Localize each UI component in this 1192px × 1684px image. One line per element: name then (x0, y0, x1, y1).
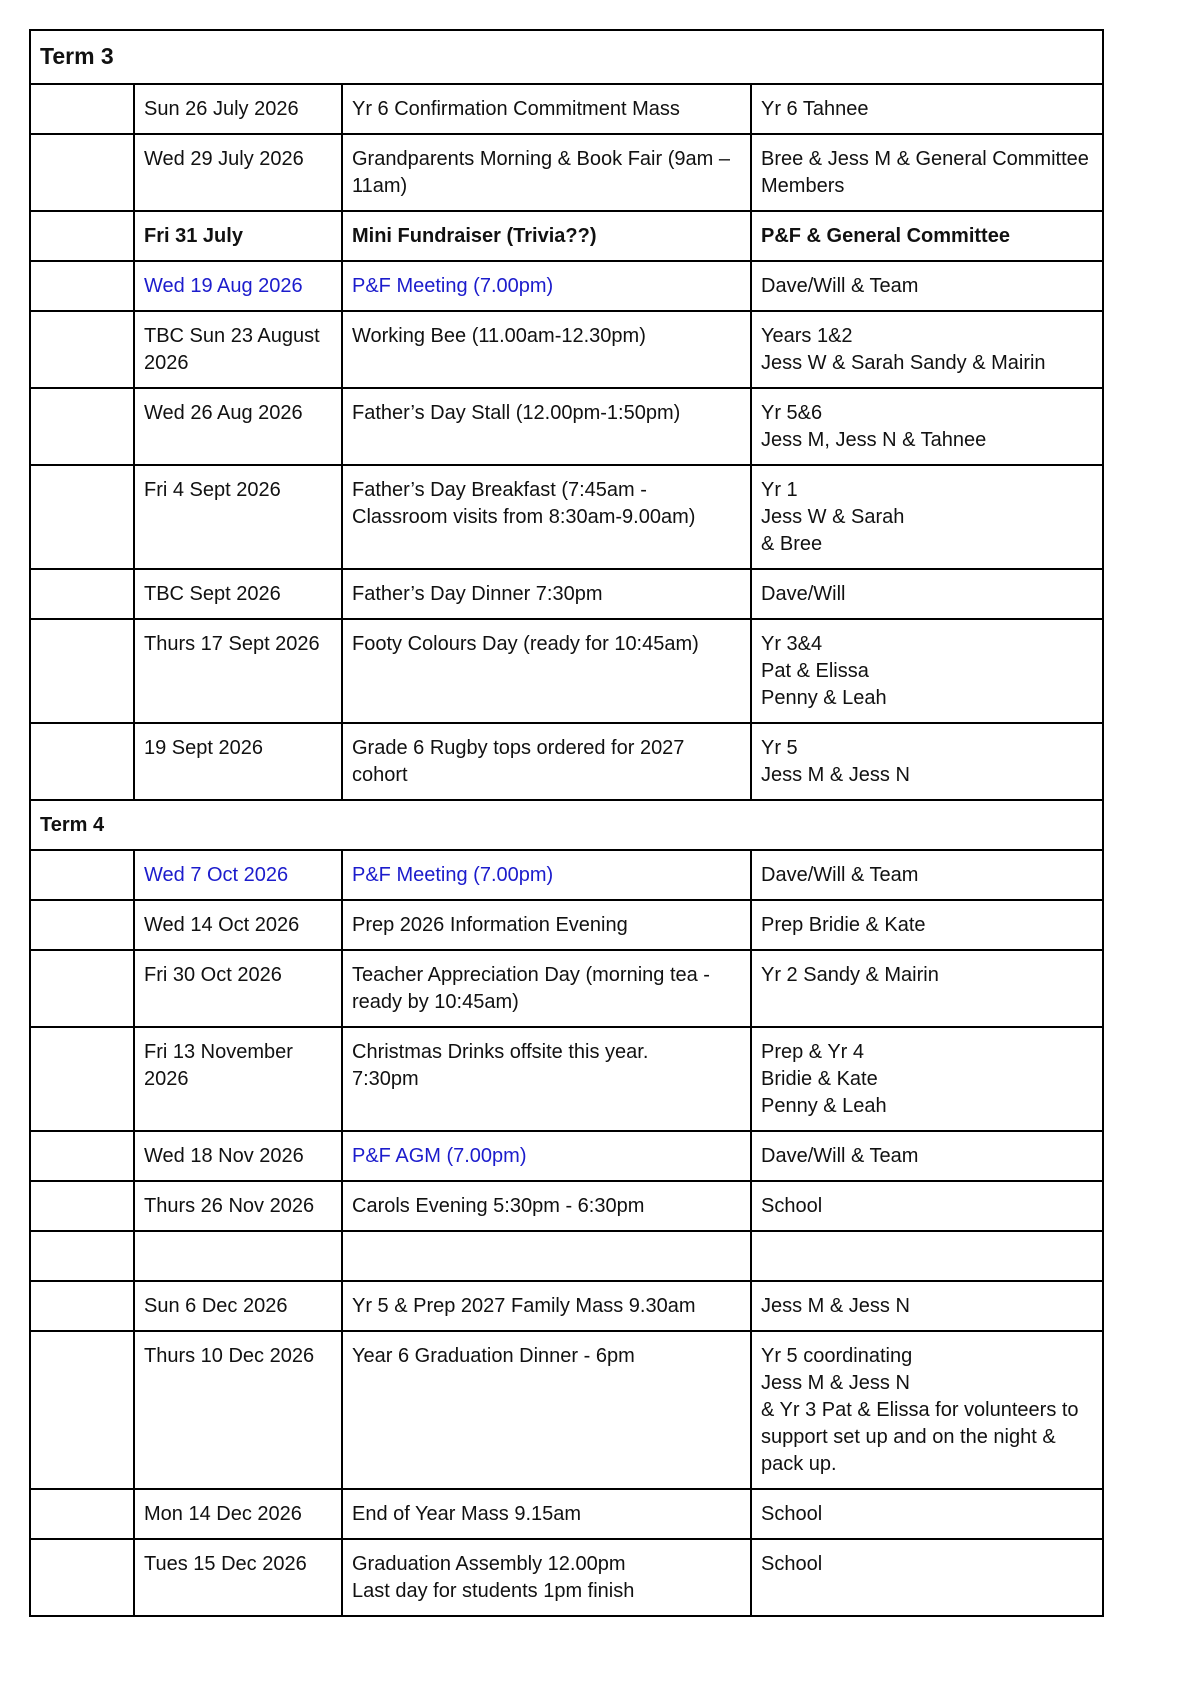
term-heading: Term 3 (30, 30, 1103, 84)
cell-text-line: Yr 5 coordinating (761, 1345, 913, 1367)
responsible-cell (751, 1539, 1103, 1616)
cell-text-line: Classroom visits from 8:30am-9.00am) (352, 506, 696, 528)
spacer-cell (30, 850, 134, 900)
event-cell (342, 850, 751, 900)
cell-text-line: Thurs 17 Sept 2026 (144, 633, 320, 655)
cell-text-line: Yr 3&4 (761, 633, 823, 655)
event-cell (342, 1331, 751, 1489)
spacer-cell (30, 900, 134, 950)
spacer-cell (30, 1331, 134, 1489)
cell-text-line: Wed 7 Oct 2026 (144, 864, 289, 886)
cell-text-line: Grandparents Morning & Book Fair (9am – (352, 148, 730, 170)
responsible-cell (751, 619, 1103, 723)
cell-text-line: End of Year Mass 9.15am (352, 1503, 582, 1525)
table-row (30, 465, 1103, 569)
date-cell (134, 850, 342, 900)
cell-text-line: Fri 31 July (144, 225, 243, 247)
event-cell (342, 211, 751, 261)
date-cell (134, 900, 342, 950)
spacer-cell (30, 1181, 134, 1231)
responsible-cell (751, 134, 1103, 211)
cell-text-line: Dave/Will & Team (761, 275, 919, 297)
cell-text-line: Fri 30 Oct 2026 (144, 964, 282, 986)
spacer-cell (30, 1281, 134, 1331)
date-cell (134, 465, 342, 569)
cell-text-line: Bridie & Kate (761, 1068, 878, 1090)
event-cell (342, 619, 751, 723)
date-cell (134, 1331, 342, 1489)
responsible-cell (751, 723, 1103, 800)
date-cell (134, 1181, 342, 1231)
responsible-cell (751, 850, 1103, 900)
cell-text-line: School (761, 1553, 823, 1575)
cell-text-line: Mini Fundraiser (Trivia??) (352, 225, 597, 247)
table-row (30, 211, 1103, 261)
responsible-cell (751, 211, 1103, 261)
cell-text-line: Working Bee (11.00am-12.30pm) (352, 325, 646, 347)
cell-text-line: P&F Meeting (7.00pm) (352, 864, 554, 886)
cell-text-line: Yr 1 (761, 479, 798, 501)
spacer-cell (30, 1539, 134, 1616)
cell-text-line: Carols Evening 5:30pm - 6:30pm (352, 1195, 645, 1217)
spacer-cell (30, 134, 134, 211)
event-cell (342, 1489, 751, 1539)
date-cell (134, 1027, 342, 1131)
table-row (30, 388, 1103, 465)
table-row (30, 261, 1103, 311)
term-header-row (30, 800, 1103, 850)
cell-text-line: 2026 (144, 1068, 189, 1090)
cell-text-line: Father’s Day Stall (12.00pm-1:50pm) (352, 402, 681, 424)
responsible-cell (751, 1131, 1103, 1181)
table-row (30, 1331, 1103, 1489)
spacer-cell (30, 1489, 134, 1539)
cell-text-line: Last day for students 1pm finish (352, 1580, 635, 1602)
cell-text-line: Years 1&2 (761, 325, 853, 347)
date-cell (134, 84, 342, 134)
table-row (30, 569, 1103, 619)
event-cell (342, 900, 751, 950)
cell-text-line: Fri 13 November (144, 1041, 293, 1063)
date-cell (134, 950, 342, 1027)
event-cell (342, 465, 751, 569)
term-header-row (30, 30, 1103, 84)
cell-text-line: Penny & Leah (761, 1095, 887, 1117)
table-row (30, 1231, 1103, 1281)
cell-text-line: Prep Bridie & Kate (761, 914, 926, 936)
cell-text-line: Sun 6 Dec 2026 (144, 1295, 288, 1317)
table-row (30, 1131, 1103, 1181)
date-cell (134, 723, 342, 800)
table-row (30, 619, 1103, 723)
cell-text-line: Bree & Jess M & General Committee (761, 148, 1089, 170)
date-cell (134, 1281, 342, 1331)
spacer-cell (30, 261, 134, 311)
spacer-cell (30, 211, 134, 261)
cell-text-line: Wed 29 July 2026 (144, 148, 304, 170)
event-cell (342, 134, 751, 211)
cell-text-line: Wed 19 Aug 2026 (144, 275, 303, 297)
event-cell (342, 950, 751, 1027)
cell-text-line: Dave/Will (761, 583, 846, 605)
responsible-cell (751, 1331, 1103, 1489)
table-row (30, 1027, 1103, 1131)
cell-text-line: Christmas Drinks offsite this year. (352, 1041, 649, 1063)
date-cell (134, 1231, 342, 1281)
cell-text-line: Father’s Day Breakfast (7:45am - (352, 479, 647, 501)
cell-text-line: Yr 2 Sandy & Mairin (761, 964, 939, 986)
spacer-cell (30, 465, 134, 569)
event-cell (342, 1231, 751, 1281)
cell-text-line: Yr 5&6 (761, 402, 823, 424)
responsible-cell (751, 311, 1103, 388)
cell-text-line: Pat & Elissa (761, 660, 869, 682)
table-row (30, 723, 1103, 800)
responsible-cell (751, 388, 1103, 465)
cell-text-line: Jess M & Jess N (761, 1372, 910, 1394)
table-row (30, 134, 1103, 211)
date-cell (134, 1131, 342, 1181)
cell-text-line: Yr 6 Tahnee (761, 98, 869, 120)
cell-text-line: ready by 10:45am) (352, 991, 519, 1013)
cell-text-line: support set up and on the night & (761, 1426, 1056, 1448)
schedule-body (30, 30, 1103, 1616)
responsible-cell (751, 1027, 1103, 1131)
event-cell (342, 388, 751, 465)
cell-text-line: 2026 (144, 352, 189, 374)
cell-text-line: Fri 4 Sept 2026 (144, 479, 281, 501)
responsible-cell (751, 84, 1103, 134)
cell-text-line: Year 6 Graduation Dinner - 6pm (352, 1345, 635, 1367)
cell-text-line: Sun 26 July 2026 (144, 98, 299, 120)
responsible-cell (751, 1181, 1103, 1231)
cell-text-line: P&F & General Committee (761, 225, 1010, 247)
spacer-cell (30, 1131, 134, 1181)
responsible-cell (751, 1281, 1103, 1331)
cell-text-line: Graduation Assembly 12.00pm (352, 1553, 626, 1575)
date-cell (134, 388, 342, 465)
table-row (30, 1281, 1103, 1331)
spacer-cell (30, 619, 134, 723)
cell-text-line: Yr 5 & Prep 2027 Family Mass 9.30am (352, 1295, 696, 1317)
cell-text-line: Wed 14 Oct 2026 (144, 914, 300, 936)
event-cell (342, 1539, 751, 1616)
spacer-cell (30, 1027, 134, 1131)
event-cell (342, 569, 751, 619)
cell-text-line: Members (761, 175, 845, 197)
cell-text-line: Footy Colours Day (ready for 10:45am) (352, 633, 699, 655)
cell-text-line: School (761, 1503, 823, 1525)
cell-text-line: Teacher Appreciation Day (morning tea - (352, 964, 710, 986)
spacer-cell (30, 950, 134, 1027)
cell-text-line: P&F AGM (7.00pm) (352, 1145, 527, 1167)
event-cell (342, 723, 751, 800)
responsible-cell (751, 950, 1103, 1027)
event-cell (342, 1027, 751, 1131)
table-row (30, 311, 1103, 388)
cell-text-line: Wed 18 Nov 2026 (144, 1145, 304, 1167)
cell-text-line: Grade 6 Rugby tops ordered for 2027 (352, 737, 685, 759)
cell-text-line: Thurs 26 Nov 2026 (144, 1195, 315, 1217)
spacer-cell (30, 311, 134, 388)
event-cell (342, 84, 751, 134)
event-cell (342, 311, 751, 388)
cell-text-line: Jess M & Jess N (761, 1295, 910, 1317)
spacer-cell (30, 723, 134, 800)
cell-text-line: Jess M, Jess N & Tahnee (761, 429, 987, 451)
event-cell (342, 1281, 751, 1331)
cell-text-line: Prep 2026 Information Evening (352, 914, 628, 936)
cell-text-line: Jess W & Sarah Sandy & Mairin (761, 352, 1046, 374)
cell-text-line: Dave/Will & Team (761, 864, 919, 886)
date-cell (134, 1539, 342, 1616)
cell-text-line: Tues 15 Dec 2026 (144, 1553, 307, 1575)
date-cell (134, 1489, 342, 1539)
cell-text-line: Jess W & Sarah (761, 506, 905, 528)
cell-text-line: Wed 26 Aug 2026 (144, 402, 303, 424)
cell-text-line: Mon 14 Dec 2026 (144, 1503, 302, 1525)
event-cell (342, 1131, 751, 1181)
cell-text-line: 7:30pm (352, 1068, 419, 1090)
event-cell (342, 261, 751, 311)
cell-text-line: Thurs 10 Dec 2026 (144, 1345, 315, 1367)
cell-text-line: Prep & Yr 4 (761, 1041, 865, 1063)
table-row (30, 1489, 1103, 1539)
cell-text-line: Yr 5 (761, 737, 798, 759)
spacer-cell (30, 1231, 134, 1281)
table-row (30, 850, 1103, 900)
cell-text-line: TBC Sept 2026 (144, 583, 281, 605)
cell-text-line: & Bree (761, 533, 823, 555)
responsible-cell (751, 1489, 1103, 1539)
events-schedule-table (29, 29, 1104, 1617)
cell-text-line: School (761, 1195, 823, 1217)
cell-text-line: 19 Sept 2026 (144, 737, 263, 759)
table-row (30, 950, 1103, 1027)
cell-text-line: Penny & Leah (761, 687, 887, 709)
cell-text-line: Yr 6 Confirmation Commitment Mass (352, 98, 680, 120)
cell-text-line: & Yr 3 Pat & Elissa for volunteers to (761, 1399, 1079, 1421)
spacer-cell (30, 388, 134, 465)
responsible-cell (751, 465, 1103, 569)
responsible-cell (751, 900, 1103, 950)
cell-text-line: P&F Meeting (7.00pm) (352, 275, 554, 297)
responsible-cell (751, 261, 1103, 311)
date-cell (134, 261, 342, 311)
cell-text-line: pack up. (761, 1453, 837, 1475)
cell-text-line: Dave/Will & Team (761, 1145, 919, 1167)
table-row (30, 1539, 1103, 1616)
table-row (30, 1181, 1103, 1231)
table-row (30, 900, 1103, 950)
date-cell (134, 569, 342, 619)
cell-text-line: Jess M & Jess N (761, 764, 910, 786)
date-cell (134, 619, 342, 723)
date-cell (134, 211, 342, 261)
date-cell (134, 311, 342, 388)
responsible-cell (751, 1231, 1103, 1281)
cell-text-line: cohort (352, 764, 408, 786)
cell-text-line: 11am) (352, 175, 408, 197)
spacer-cell (30, 84, 134, 134)
cell-text-line: TBC Sun 23 August (144, 325, 320, 347)
date-cell (134, 134, 342, 211)
spacer-cell (30, 569, 134, 619)
event-cell (342, 1181, 751, 1231)
cell-text-line: Father’s Day Dinner 7:30pm (352, 583, 603, 605)
table-row (30, 84, 1103, 134)
responsible-cell (751, 569, 1103, 619)
term-heading: Term 4 (30, 800, 1103, 850)
